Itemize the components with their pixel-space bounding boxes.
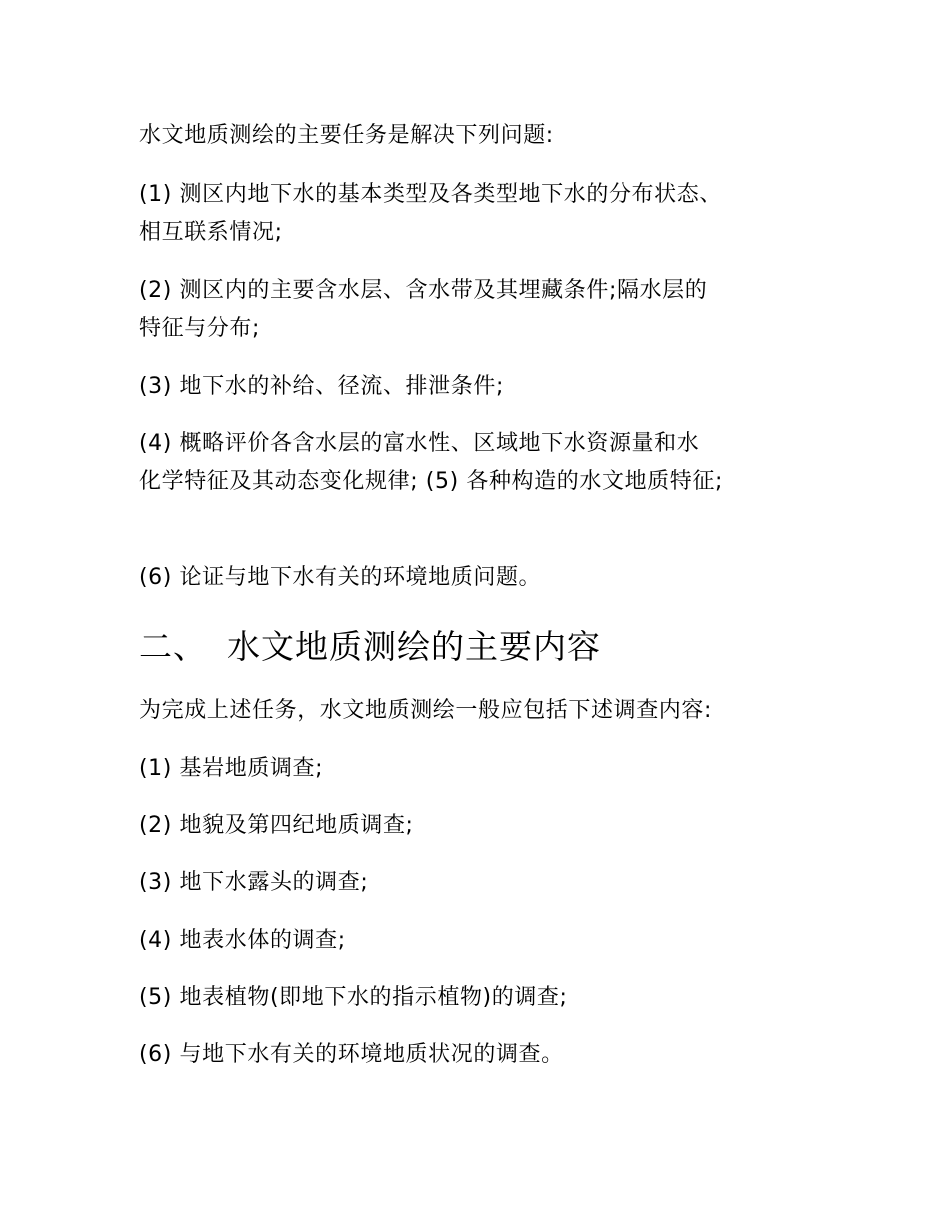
task-1-line-2: 相互联系情况;	[139, 220, 283, 245]
task-1-line-1: (1) 测区内地下水的基本类型及各类型地下水的分布状态、	[139, 182, 722, 207]
content-item-3: (3) 地下水露头的调查;	[139, 870, 369, 895]
content-intro: 为完成上述任务，水文地质测绘一般应包括下述调查内容:	[139, 698, 713, 723]
content-item-2: (2) 地貌及第四纪地质调查;	[139, 813, 414, 838]
intro-text: 水文地质测绘的主要任务是解决下列问题:	[139, 123, 554, 148]
task-2-line-1: (2) 测区内的主要含水层、含水带及其埋藏条件;隔水层的	[139, 278, 708, 303]
task-4-line-1: (4) 概略评价各含水层的富水性、区域地下水资源量和水	[139, 431, 700, 456]
content-item-6: (6) 与地下水有关的环境地质状况的调查。	[139, 1042, 564, 1067]
content-item-5: (5) 地表植物(即地下水的指示植物)的调查;	[139, 985, 568, 1010]
content-item-1: (1) 基岩地质调查;	[139, 756, 324, 781]
section-number: 二、	[139, 627, 207, 666]
content-item-4: (4) 地表水体的调查;	[139, 928, 346, 953]
task-2-line-2: 特征与分布;	[139, 316, 261, 341]
task-4-line-2: 化学特征及其动态变化规律; (5) 各种构造的水文地质特征;	[139, 469, 723, 494]
task-3: (3) 地下水的补给、径流、排泄条件;	[139, 374, 504, 399]
task-6: (6) 论证与地下水有关的环境地质问题。	[139, 565, 542, 590]
section-heading	[139, 625, 601, 669]
section-title: 水文地质测绘的主要内容	[227, 627, 601, 666]
